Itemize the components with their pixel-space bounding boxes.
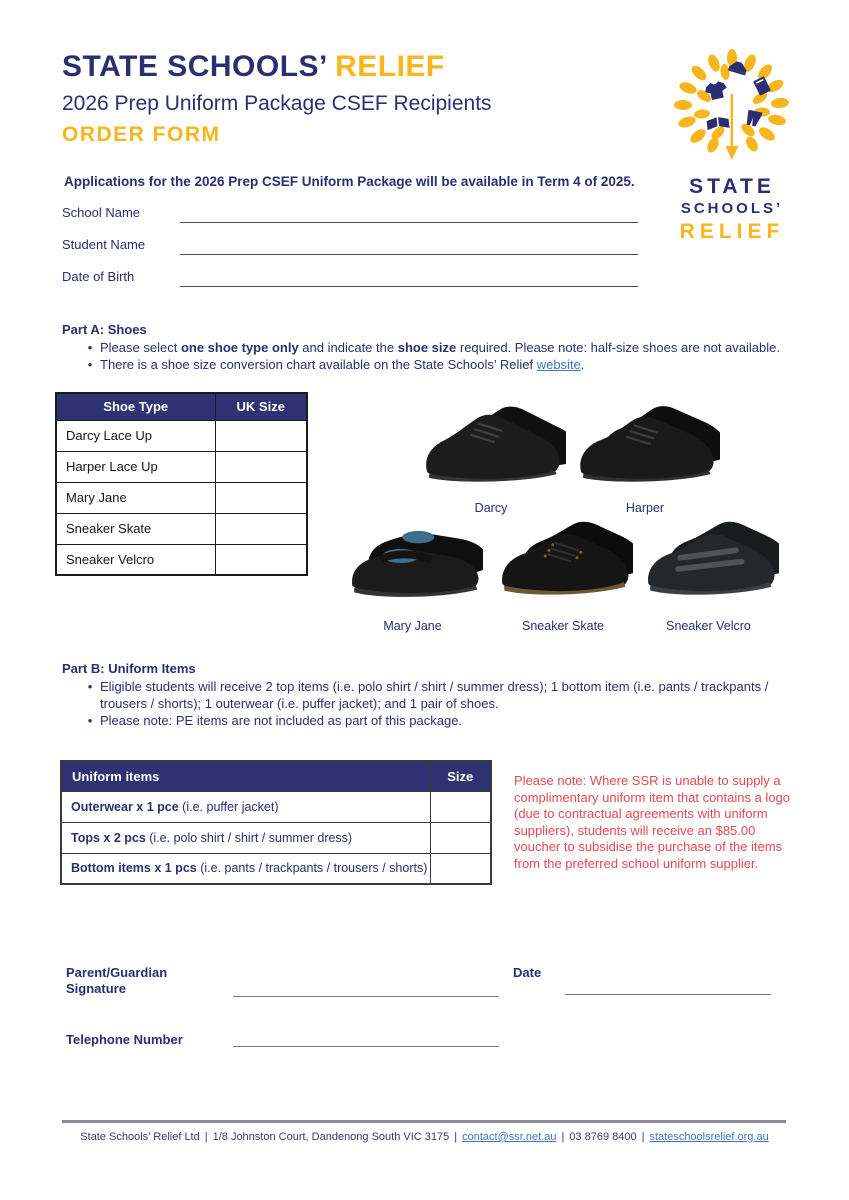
shoe-table-header-row bbox=[56, 393, 307, 420]
footer-phone: 03 8769 8400 bbox=[569, 1131, 637, 1143]
footer: State Schools’ Relief Ltd | 1/8 Johnston Court, Dandenong South VIC 3175 | contact@ssr.net.au | 03 8769 8400 | stateschoolsrelief.org.au bbox=[80, 1131, 769, 1143]
footer-website-link[interactable]: stateschoolsrelief.org.au bbox=[649, 1131, 769, 1143]
availability-notice: Applications for the 2026 Prep CSEF Uniform Package will be available in Term 4 of 2025. bbox=[64, 174, 635, 189]
mary-jane-shoe-image bbox=[343, 512, 483, 612]
bullet-dot: • bbox=[87, 340, 93, 355]
size-input-cell[interactable] bbox=[430, 791, 491, 822]
student-name-label: Student Name bbox=[62, 237, 146, 252]
uniform-table-header-row bbox=[61, 761, 491, 791]
footer-company: State Schools’ Relief Ltd bbox=[80, 1131, 200, 1143]
uniform-items-header: Uniform items bbox=[61, 761, 430, 791]
supplier-voucher-note: Please note: Where SSR is unable to supply a complimentary uniform item that contains a logo (due to contractual agreements with uniform suppliers), students will receive an $85.00 voucher to subsidise the purchase of the items from the preferred school uniform supplier. bbox=[514, 773, 791, 871]
table-row bbox=[61, 822, 491, 853]
size-input-cell[interactable] bbox=[430, 822, 491, 853]
uniform-items-table bbox=[60, 760, 492, 885]
date-label: Date bbox=[513, 965, 542, 980]
uk-size-input-cell[interactable] bbox=[215, 420, 307, 451]
logo-text-state: STATE bbox=[689, 175, 775, 198]
table-row bbox=[56, 451, 307, 482]
shoe-type-cell: Sneaker Skate bbox=[56, 513, 215, 544]
shoe-photo-sneaker-skate bbox=[492, 512, 634, 633]
bullet-dot: • bbox=[87, 713, 93, 728]
uk-size-input-cell[interactable] bbox=[215, 544, 307, 575]
tree-of-clothing-and-books-icon bbox=[670, 48, 794, 170]
shoe-photo-darcy bbox=[412, 398, 570, 515]
bullet-dot: • bbox=[87, 357, 93, 372]
page-title bbox=[62, 50, 445, 84]
part-b-bullet-1 bbox=[80, 678, 770, 712]
school-name-input[interactable] bbox=[180, 222, 638, 223]
uk-size-input-cell[interactable] bbox=[215, 451, 307, 482]
table-row bbox=[56, 420, 307, 451]
shoe-photo-sneaker-velcro bbox=[636, 512, 781, 633]
date-of-birth-label: Date of Birth bbox=[62, 269, 135, 284]
bullet-dot: • bbox=[87, 679, 93, 694]
footer-address: 1/8 Johnston Court, Dandenong South VIC 3175 bbox=[212, 1131, 450, 1143]
uniform-item-cell: Outerwear x 1 pce (i.e. puffer jacket) bbox=[61, 791, 430, 822]
uk-size-input-cell[interactable] bbox=[215, 482, 307, 513]
ssr-logo bbox=[670, 48, 794, 245]
table-row bbox=[56, 513, 307, 544]
part-a-heading: Part A: Shoes bbox=[62, 322, 147, 337]
shoe-type-cell: Darcy Lace Up bbox=[56, 420, 215, 451]
part-a-bullet-1 bbox=[80, 339, 780, 356]
student-name-input[interactable] bbox=[180, 254, 638, 255]
shoe-caption: Mary Jane bbox=[383, 619, 442, 633]
shoe-photo-mary-jane bbox=[340, 512, 485, 633]
table-row bbox=[61, 791, 491, 822]
sneaker-skate-shoe-image bbox=[493, 512, 633, 612]
uk-size-input-cell[interactable] bbox=[215, 513, 307, 544]
part-b-heading: Part B: Uniform Items bbox=[62, 661, 196, 676]
date-of-birth-input[interactable] bbox=[180, 286, 638, 287]
shoe-type-cell: Sneaker Velcro bbox=[56, 544, 215, 575]
shoe-type-header: Shoe Type bbox=[56, 393, 215, 420]
date-input[interactable] bbox=[565, 994, 771, 995]
footer-email-link[interactable]: contact@ssr.net.au bbox=[462, 1131, 557, 1143]
uniform-item-cell: Tops x 2 pcs (i.e. polo shirt / shirt / summer dress) bbox=[61, 822, 430, 853]
table-row bbox=[61, 853, 491, 884]
darcy-shoe-image bbox=[416, 398, 566, 494]
page-subtitle: 2026 Prep Uniform Package CSEF Recipients bbox=[62, 92, 492, 115]
signature-input[interactable] bbox=[233, 996, 499, 997]
size-header: Size bbox=[430, 761, 491, 791]
shoe-type-cell: Mary Jane bbox=[56, 482, 215, 513]
telephone-label: Telephone Number bbox=[66, 1032, 183, 1047]
uk-size-header: UK Size bbox=[215, 393, 307, 420]
telephone-input[interactable] bbox=[233, 1046, 499, 1047]
part-a-bullet-1-text: Please select one shoe type only and indicate the shoe size required. Please note: half-size shoes are not available. bbox=[100, 340, 780, 355]
uniform-item-cell: Bottom items x 1 pcs (i.e. pants / trackpants / trousers / shorts) bbox=[61, 853, 430, 884]
size-input-cell[interactable] bbox=[430, 853, 491, 884]
shoe-caption: Harper bbox=[625, 501, 665, 515]
shoe-caption: Sneaker Velcro bbox=[666, 619, 751, 633]
table-row bbox=[56, 482, 307, 513]
part-b-bullet-2 bbox=[80, 712, 770, 729]
page-title-accent: RELIEF bbox=[335, 50, 445, 83]
part-b-bullet-1-text: Eligible students will receive 2 top items (i.e. polo shirt / shirt / summer dress); 1 bottom item (i.e. pants / trackpants / trousers / shorts); 1 outerwear (i.e. puffer jacket); and 1 pair of shoes. bbox=[100, 679, 769, 711]
shoe-caption: Darcy bbox=[474, 501, 508, 515]
page-title-main: STATE SCHOOLS’ bbox=[62, 50, 336, 83]
table-row bbox=[56, 544, 307, 575]
logo-text-relief: RELIEF bbox=[679, 220, 785, 243]
school-name-label: School Name bbox=[62, 205, 141, 220]
shoe-caption: Sneaker Skate bbox=[522, 619, 604, 633]
logo-text-schools: SCHOOLS’ bbox=[680, 200, 784, 217]
signature-label: Parent/Guardian Signature bbox=[66, 965, 168, 996]
sneaker-velcro-shoe-image bbox=[639, 512, 779, 612]
part-b-bullet-2-text: Please note: PE items are not included as part of this package. bbox=[100, 713, 463, 728]
footer-divider-rule bbox=[62, 1120, 786, 1123]
harper-shoe-image bbox=[570, 398, 720, 494]
shoe-photo-harper bbox=[566, 398, 724, 515]
shoe-type-table bbox=[55, 392, 308, 576]
website-link[interactable]: website bbox=[536, 357, 581, 372]
order-form-label: ORDER FORM bbox=[62, 123, 221, 146]
part-a-bullet-2-text: There is a shoe size conversion chart available on the State Schools’ Relief website. bbox=[100, 357, 585, 372]
shoe-type-cell: Harper Lace Up bbox=[56, 451, 215, 482]
part-a-bullet-2 bbox=[80, 356, 780, 373]
